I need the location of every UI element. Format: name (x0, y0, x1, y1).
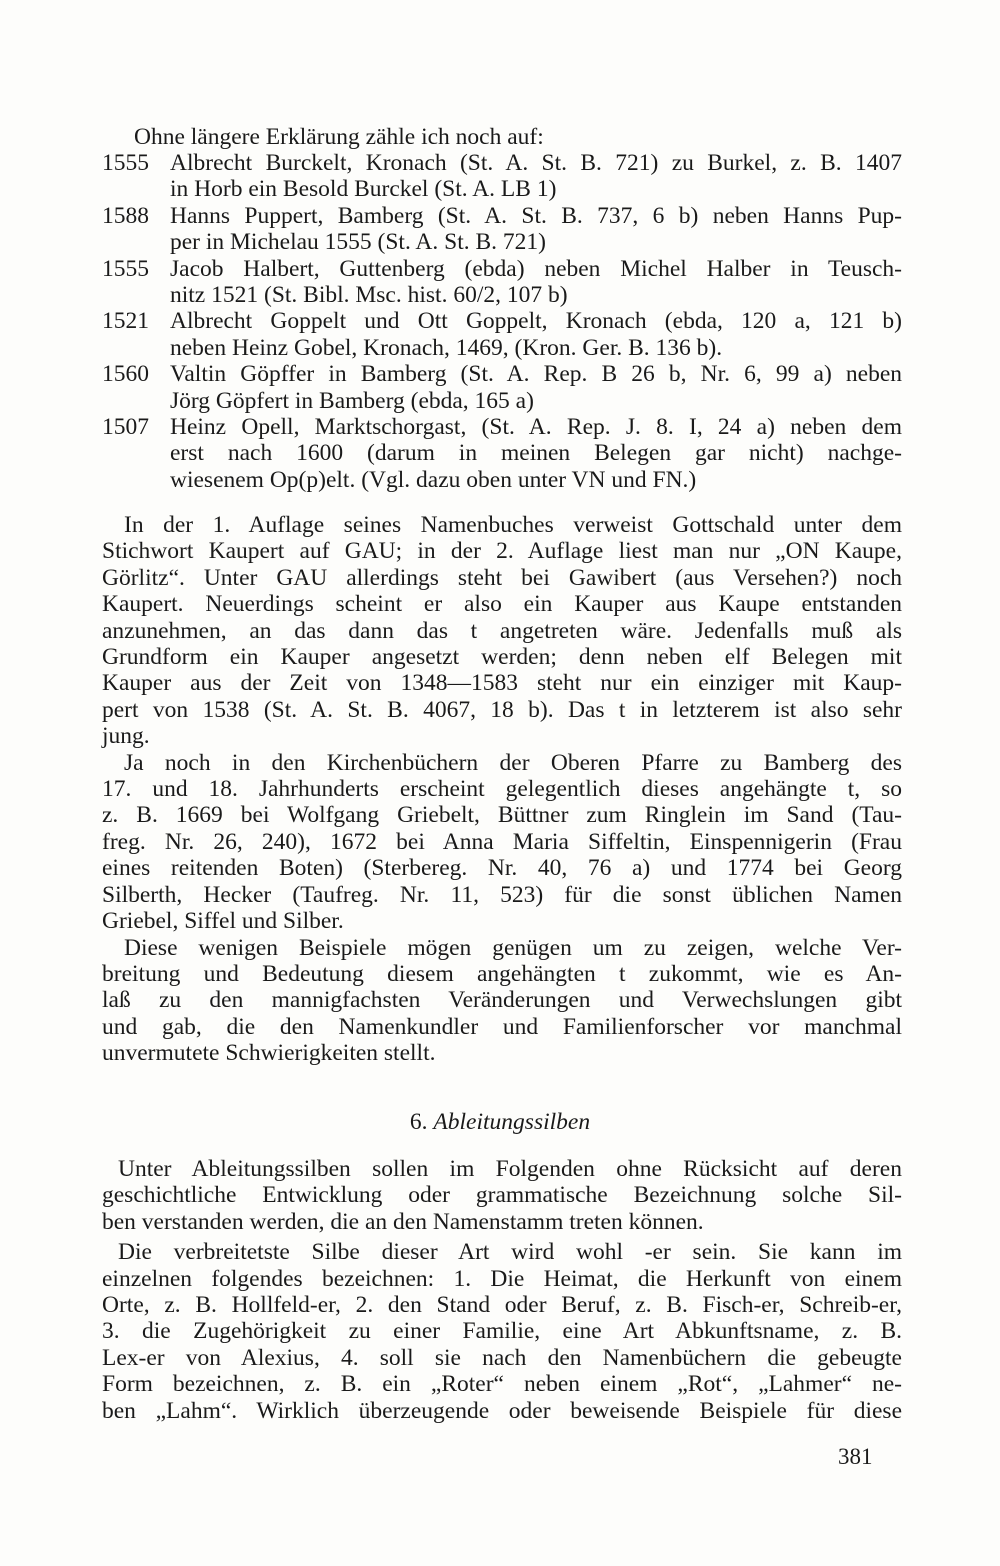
entry-line: Valtin Göpffer in Bamberg (St. A. Rep. B 26 b, Nr. 6, 99 a) neben (170, 361, 902, 388)
text-line: Lex-er von Alexius, 4. soll sie nach den Namenbüchern die gebeugte (102, 1344, 902, 1371)
text-line: z. B. 1669 bei Wolfgang Griebelt, Büttner zum Ringlein im Sand (Tau- (102, 802, 902, 829)
text-line: freg. Nr. 26, 240), 1672 bei Anna Maria Siffeltin, Einspennigerin (Frau (102, 828, 902, 855)
text-line: eines reitenden Boten) (Sterbereg. Nr. 40, 76 a) und 1774 bei Georg (102, 855, 902, 882)
text-line: jung. (102, 723, 150, 750)
paragraph (102, 512, 902, 750)
text-line: anzunehmen, an das dann das t angetreten wäre. Jedenfalls muß als (102, 617, 902, 644)
entry-line: wiesenem Op(p)elt. (Vgl. dazu oben unter VN und FN.) (170, 466, 697, 493)
paragraph (102, 750, 902, 935)
entry-line: Hanns Puppert, Bamberg (St. A. St. B. 737, 6 b) neben Hanns Pup- (170, 202, 902, 229)
entry-year: 1555 (102, 150, 149, 176)
text-line: Orte, z. B. Hollfeld-er, 2. den Stand oder Beruf, z. B. Fisch-er, Schreib-er, (102, 1292, 902, 1319)
section-heading (0, 1109, 1000, 1136)
page-number: 381 (838, 1444, 873, 1469)
text-line: Kaupert. Neuerdings scheint er also ein Kauper aus Kaupe entstanden (102, 591, 902, 618)
text-line: breitung und Bedeutung diesem angehängten t zukommt, wie es An- (102, 960, 902, 987)
entry-line: neben Heinz Gobel, Kronach, 1469, (Kron. Ger. B. 136 b). (170, 334, 723, 361)
text-line: 3. die Zugehörigkeit zu einer Familie, eine Art Abkunftsname, z. B. (102, 1318, 902, 1345)
text-line: Die verbreitetste Silbe dieser Art wird wohl -er sein. Sie kann im (118, 1239, 902, 1266)
text-line: und gab, die den Namenkundler und Familienforscher vor manchmal (102, 1013, 902, 1040)
body-text-bottom (102, 1156, 902, 1424)
list-item (102, 308, 902, 361)
text-line: pert von 1538 (St. A. St. B. 4067, 18 b). Das t in letzterem ist also sehr (102, 696, 902, 723)
list-item (102, 414, 902, 493)
text-line: Form bezeichnen, z. B. ein „Roter“ neben einem „Rot“, „Lahmer“ ne- (102, 1371, 902, 1398)
paragraph (102, 935, 902, 1067)
entry-year: 1588 (102, 202, 149, 229)
intro-line: Ohne längere Erklärung zähle ich noch auf: (134, 124, 544, 150)
text-line: einzelnen folgendes bezeichnen: 1. Die Heimat, die Herkunft von einem (102, 1265, 902, 1292)
entry-year: 1521 (102, 308, 149, 335)
text-line: Diese wenigen Beispiele mögen genügen um zu zeigen, welche Ver- (124, 934, 902, 961)
text-line: laß zu den mannigfachsten Veränderungen und Verwechslungen gibt (102, 987, 902, 1014)
list-item (102, 361, 902, 414)
list-item (102, 150, 902, 203)
entry-line: erst nach 1600 (darum in meinen Belegen gar nicht) nachge- (170, 440, 902, 467)
section-number: 6. (409, 1109, 428, 1135)
text-line: unvermutete Schwierigkeiten stellt. (102, 1040, 436, 1067)
entry-line: in Horb ein Besold Burckel (St. A. LB 1) (170, 176, 557, 203)
entry-year: 1555 (102, 255, 149, 282)
text-line: 17. und 18. Jahrhunderts erscheint gelegentlich dieses angehängte t, so (102, 776, 902, 803)
paragraph (102, 1239, 902, 1424)
list-item (102, 203, 902, 256)
paragraph (102, 1156, 902, 1235)
section-title: Ableitungssilben (433, 1109, 591, 1135)
text-line: Unter Ableitungssilben sollen im Folgenden ohne Rücksicht auf deren (118, 1156, 902, 1182)
text-line: In der 1. Auflage seines Namenbuches verweist Gottschald unter dem (124, 512, 902, 538)
text-line: Stichwort Kaupert auf GAU; in der 2. Auflage liest man nur „ON Kaupe, (102, 538, 902, 565)
entry-line: Albrecht Burckelt, Kronach (St. A. St. B. 721) zu Burkel, z. B. 1407 (170, 150, 902, 176)
text-line: ben „Lahm“. Wirklich überzeugende oder beweisende Beispiele für diese (102, 1397, 902, 1424)
entry-line: Jacob Halbert, Guttenberg (ebda) neben Michel Halber in Teusch- (170, 255, 902, 282)
text-line: Kauper aus der Zeit von 1348—1583 steht nur ein einziger mit Kaup- (102, 670, 902, 697)
entry-year: 1507 (102, 414, 149, 441)
text-line: Griebel, Siffel und Silber. (102, 908, 344, 935)
entry-year: 1560 (102, 361, 149, 388)
text-line: ben verstanden werden, die an den Namenstamm treten können. (102, 1208, 704, 1235)
name-entry-list (102, 150, 902, 493)
entry-line: Jörg Göpfert in Bamberg (ebda, 165 a) (170, 387, 534, 414)
entry-line: nitz 1521 (St. Bibl. Msc. hist. 60/2, 107 b) (170, 282, 568, 309)
list-item (102, 256, 902, 309)
entry-line: Albrecht Goppelt und Ott Goppelt, Kronach (ebda, 120 a, 121 b) (170, 308, 902, 335)
entry-line: per in Michelau 1555 (St. A. St. B. 721) (170, 229, 546, 256)
body-text-top (102, 512, 902, 1067)
text-line: Grundform ein Kauper angesetzt werden; denn neben elf Belegen mit (102, 644, 902, 671)
text-line: geschichtliche Entwicklung oder grammatische Bezeichnung solche Sil- (102, 1182, 902, 1209)
entry-line: Heinz Opell, Marktschorgast, (St. A. Rep. J. 8. I, 24 a) neben dem (170, 414, 902, 441)
text-line: Silberth, Hecker (Taufreg. Nr. 11, 523) für die sonst üblichen Namen (102, 881, 902, 908)
text-line: Görlitz“. Unter GAU allerdings steht bei Gawibert (aus Versehen?) noch (102, 564, 902, 591)
text-line: Ja noch in den Kirchenbüchern der Oberen Pfarre zu Bamberg des (124, 749, 902, 776)
